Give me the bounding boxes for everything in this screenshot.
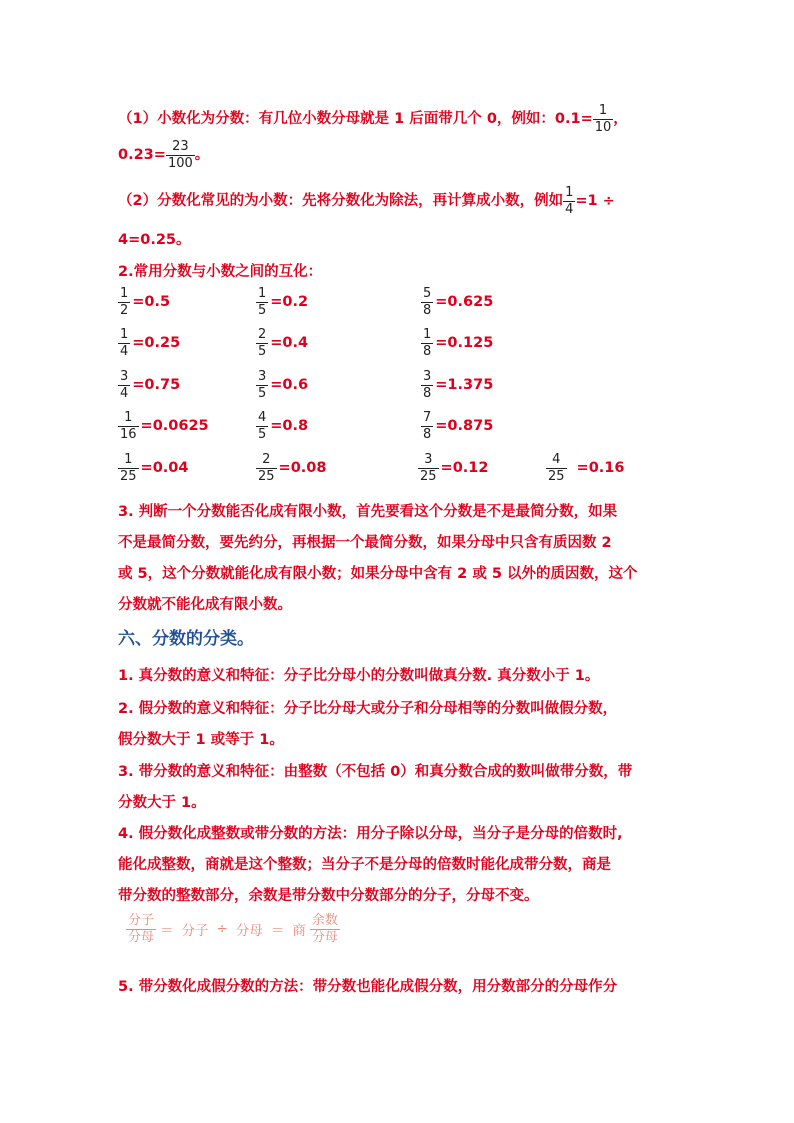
table-cell: $\frac{4}{5}$ =0.8 bbox=[258, 410, 309, 442]
table-cell: $\frac{7}{8}$ =0.875 bbox=[423, 410, 494, 442]
table-cell: $\frac{3}{25}$ =0.12 bbox=[420, 452, 489, 484]
table-cell: $\frac{3}{5}$ =0.6 bbox=[258, 369, 309, 401]
table-cell: $\frac{1}{4}$ =0.25 bbox=[120, 327, 181, 359]
fraction: $\frac{1}{10}$ bbox=[594, 103, 612, 135]
section-title: 2.常用分数与小数之间的互化： bbox=[118, 264, 323, 280]
table-cell: $\frac{5}{8}$ =0.625 bbox=[423, 286, 494, 318]
fraction: $\frac{23}{100}$ bbox=[167, 139, 193, 171]
paragraph-fraction-to-decimal: （2）分数化常见的为小数：先将分数化为除法，再计算成小数，例如 $\frac{1}{4}$ =1 ÷ bbox=[118, 185, 615, 217]
paragraph-text: 假分数大于 1 或等于 1。 bbox=[118, 732, 284, 748]
table-cell: $\frac{1}{16}$ =0.0625 bbox=[120, 410, 209, 442]
paragraph-text: 1. 真分数的意义和特征：分子比分母小的分数叫做真分数. 真分数小于 1。 bbox=[118, 668, 600, 684]
paragraph-text: 分数就不能化成有限小数。 bbox=[118, 597, 292, 613]
table-cell: $\frac{1}{2}$ =0.5 bbox=[120, 286, 171, 318]
paragraph-text: 4=0.25。 bbox=[118, 232, 191, 248]
table-cell: $\frac{4}{25}$ =0.16 bbox=[548, 452, 625, 484]
paragraph-text: 4. 假分数化成整数或带分数的方法：用分子除以分母，当分子是分母的倍数时, bbox=[118, 826, 623, 842]
paragraph-text: 不是最简分数，要先约分，再根据一个最简分数，如果分母中只含有质因数 2 bbox=[118, 535, 612, 551]
paragraph-text: 带分数的整数部分，余数是带分数中分数部分的分子，分母不变。 bbox=[118, 888, 539, 904]
paragraph-text: 5. 带分数化成假分数的方法：带分数也能化成假分数，用分数部分的分母作分 bbox=[118, 979, 618, 995]
paragraph-decimal-to-fraction: （1）小数化为分数：有几位小数分母就是 1 后面带几个 0，例如：0.1= $\frac{1}{10}$ ， bbox=[118, 103, 628, 135]
paragraph-text: 能化成整数，商就是这个整数；当分子不是分母的倍数时能化成带分数，商是 bbox=[118, 857, 611, 873]
table-cell: $\frac{1}{8}$ =0.125 bbox=[423, 327, 494, 359]
paragraph-text: 0.23= bbox=[118, 147, 166, 164]
table-cell: $\frac{3}{4}$ =0.75 bbox=[120, 369, 181, 401]
table-cell: $\frac{1}{5}$ =0.2 bbox=[258, 286, 309, 318]
division-formula: $\frac{\text{分子}}{\text{分母}}$ ＝ 分子 ÷ 分母 ＝ 商 $\frac{\text{余数}}{\text{分母}}$ bbox=[128, 913, 338, 945]
table-cell: $\frac{1}{25}$ =0.04 bbox=[120, 452, 189, 484]
fraction: $\frac{\text{余数}}{\text{分母}}$ bbox=[311, 913, 338, 945]
paragraph-text: 3. 带分数的意义和特征：由整数（不包括 0）和真分数合成的数叫做带分数，带 bbox=[118, 764, 633, 780]
fraction: $\frac{1}{4}$ bbox=[565, 185, 574, 217]
paragraph-text: 或 5，这个分数就能化成有限小数；如果分母中含有 2 或 5 以外的质因数，这个 bbox=[118, 566, 638, 582]
table-cell: $\frac{2}{5}$ =0.4 bbox=[258, 327, 309, 359]
paragraph-text: 2. 假分数的意义和特征：分子比分母大或分子和分母相等的分数叫做假分数， bbox=[118, 701, 618, 717]
section-heading: 六、分数的分类。 bbox=[118, 629, 254, 649]
paragraph-text: （2）分数化常见的为小数：先将分数化为除法，再计算成小数，例如 bbox=[118, 193, 564, 210]
paragraph-decimal-example: 0.23= $\frac{23}{100}$ 。 bbox=[118, 139, 210, 171]
paragraph-text: 分数大于 1。 bbox=[118, 795, 206, 811]
fraction: $\frac{\text{分子}}{\text{分母}}$ bbox=[128, 913, 155, 945]
table-cell: $\frac{3}{8}$ =1.375 bbox=[423, 369, 494, 401]
paragraph-text: （1）小数化为分数：有几位小数分母就是 1 后面带几个 0，例如：0.1= bbox=[118, 111, 593, 128]
table-cell: $\frac{2}{25}$ =0.08 bbox=[258, 452, 327, 484]
paragraph-text: 3. 判断一个分数能否化成有限小数，首先要看这个分数是不是最简分数，如果 bbox=[118, 504, 618, 520]
